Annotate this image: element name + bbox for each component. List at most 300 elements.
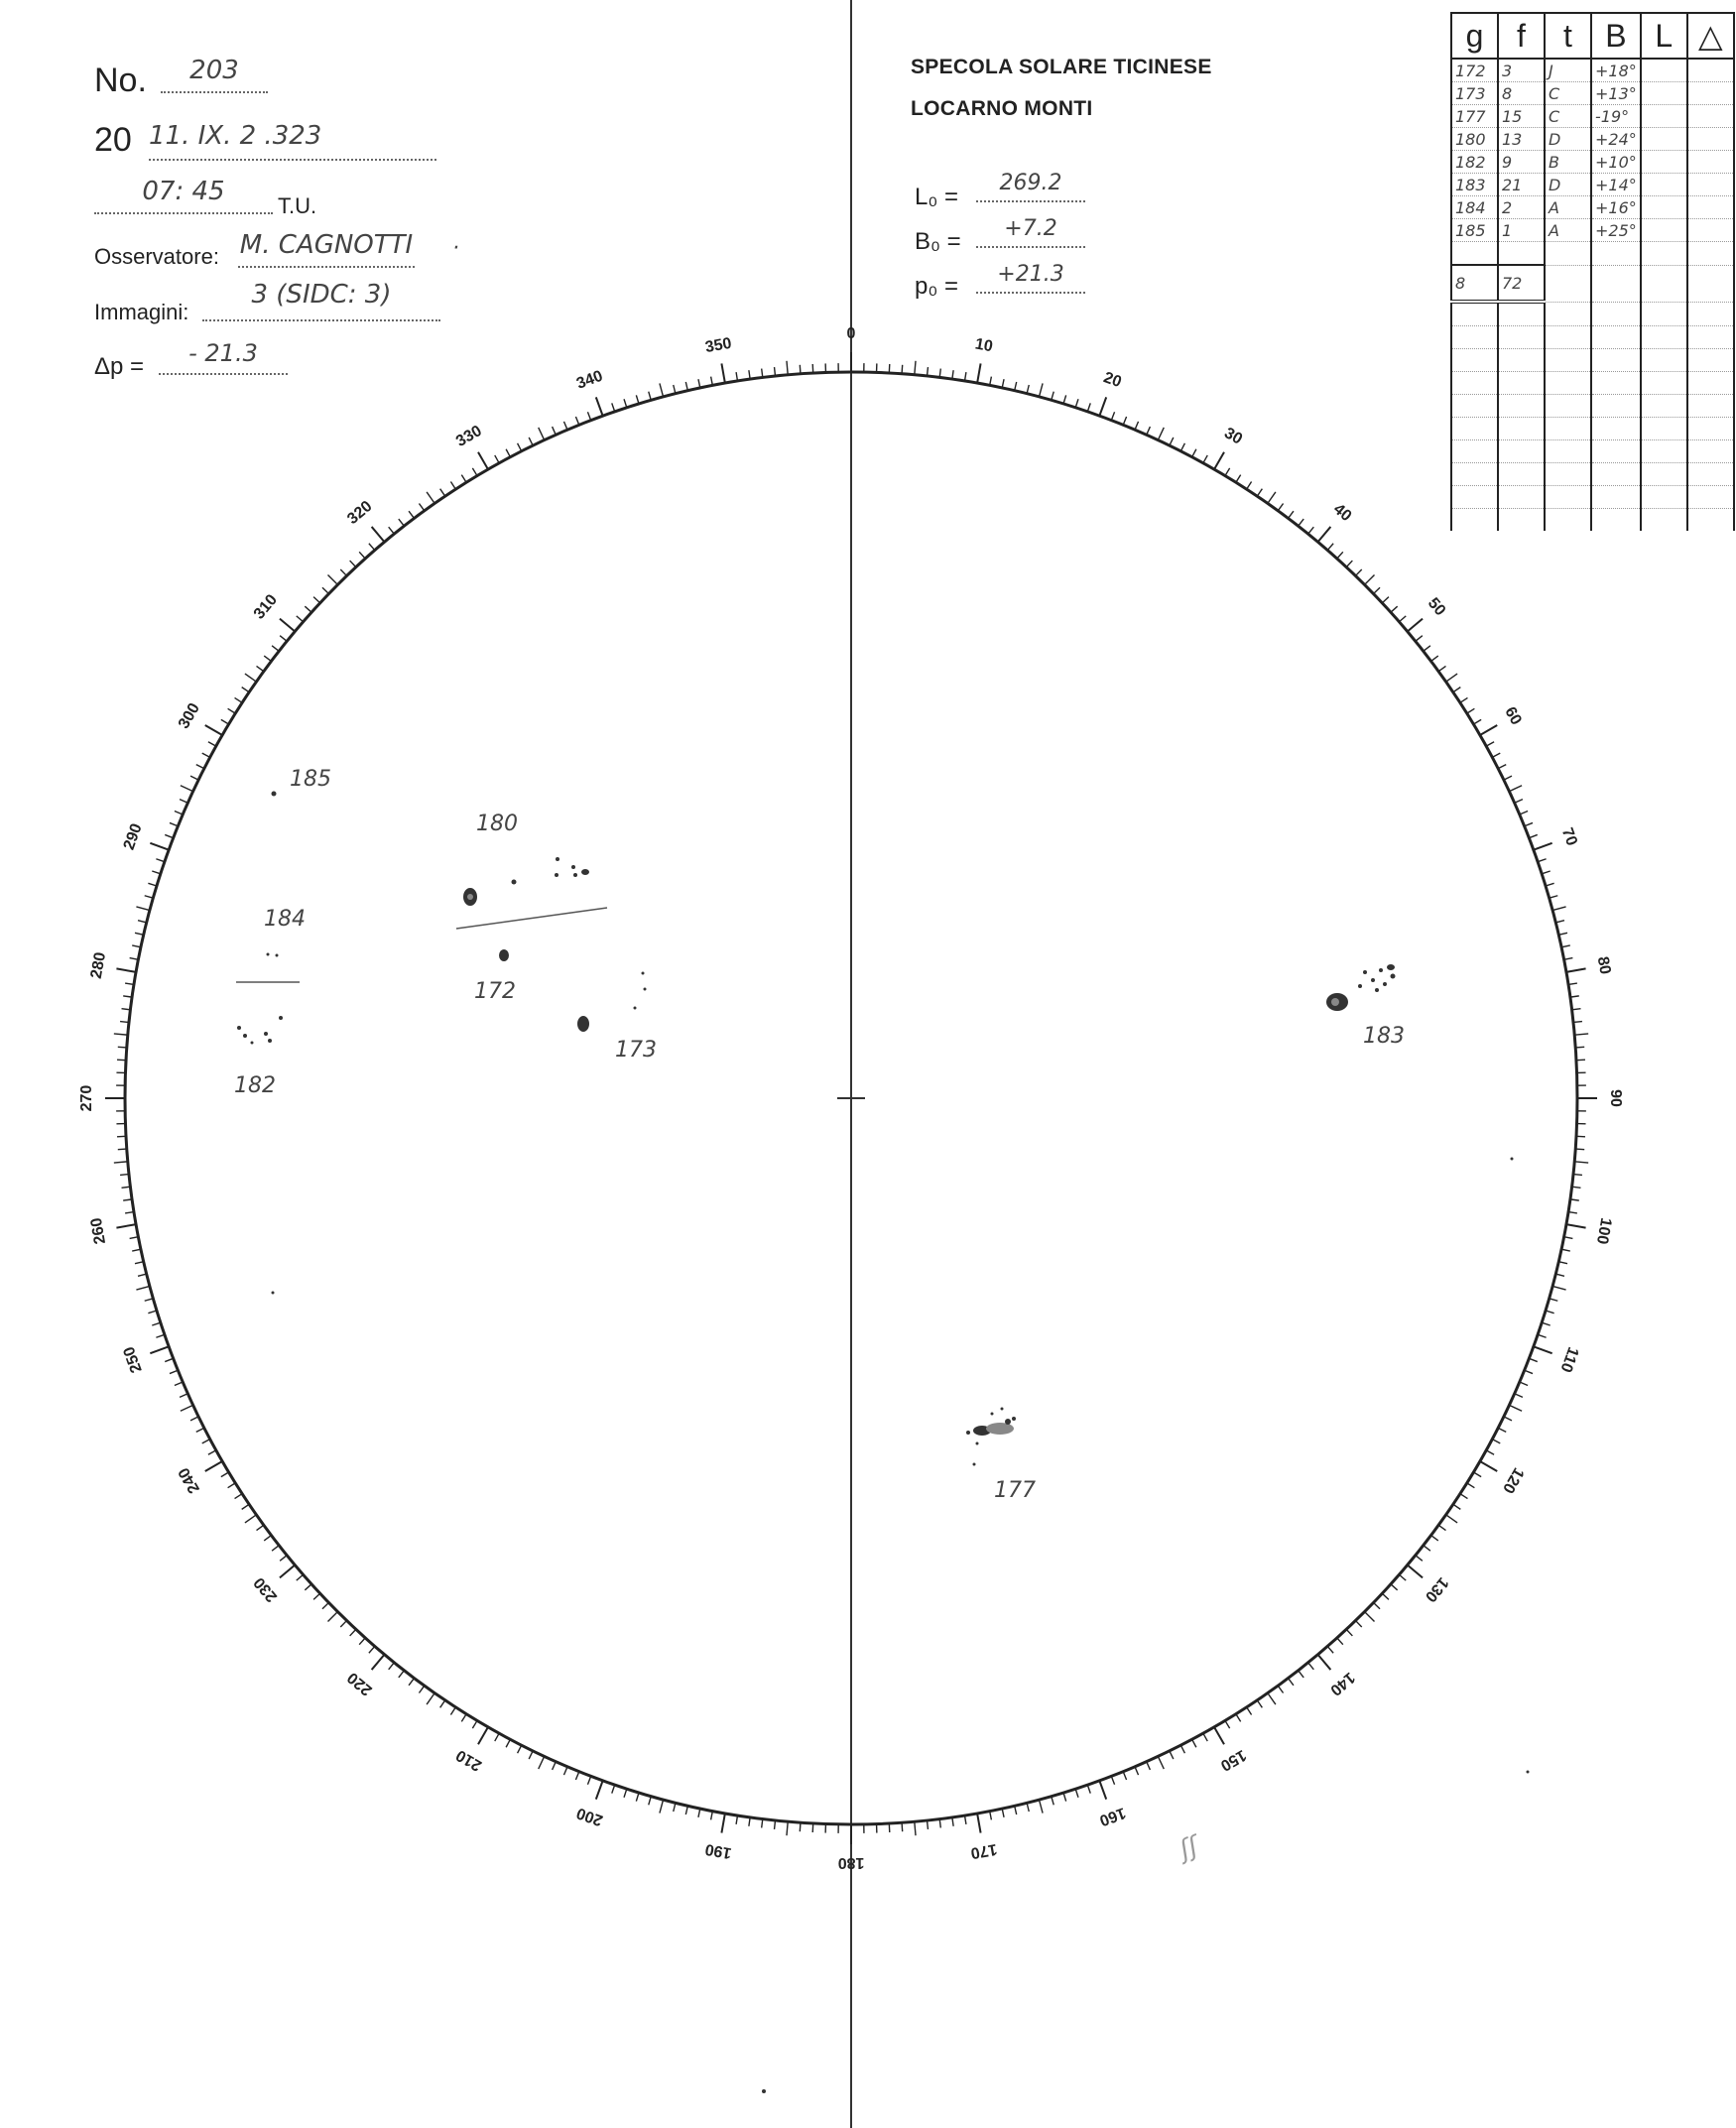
degree-label-80: 80	[1593, 955, 1614, 976]
degree-label-270: 270	[78, 1084, 96, 1112]
degree-tick	[1574, 1034, 1588, 1035]
degree-tick	[775, 367, 776, 376]
degree-tick	[1525, 822, 1533, 825]
degree-tick	[1486, 742, 1494, 746]
degree-label-130: 130	[1421, 1573, 1452, 1605]
degree-tick	[1492, 1440, 1500, 1443]
degree-tick	[1550, 896, 1558, 898]
group-label-184: 184	[264, 907, 306, 932]
degree-tick	[529, 1751, 533, 1759]
degree-tick	[563, 422, 567, 430]
degree-tick	[1564, 958, 1573, 960]
degree-tick	[1550, 1299, 1558, 1301]
degree-tick	[1289, 511, 1294, 518]
degree-tick	[649, 1797, 651, 1806]
cell-b: +24°	[1591, 128, 1641, 151]
degree-tick	[313, 597, 320, 603]
degree-tick	[965, 1815, 966, 1824]
degree-tick	[272, 1546, 279, 1552]
degree-tick	[350, 561, 356, 567]
degree-tick	[196, 765, 204, 769]
degree-tick	[450, 482, 455, 490]
degree-label-170: 170	[969, 1839, 999, 1862]
degree-tick	[1002, 379, 1004, 388]
cell-f: 21	[1498, 174, 1545, 196]
cell-f: 3	[1498, 59, 1545, 82]
degree-tick	[372, 1655, 385, 1670]
degree-tick	[1337, 1638, 1343, 1645]
degree-tick	[1299, 1671, 1304, 1678]
degree-tick	[150, 843, 169, 850]
degree-tick	[145, 896, 154, 898]
degree-tick	[1529, 1358, 1537, 1361]
degree-tick	[1424, 1546, 1430, 1552]
degree-label-150: 150	[1217, 1746, 1249, 1775]
degree-tick	[553, 427, 557, 435]
degree-label-250: 250	[120, 1343, 146, 1375]
degree-tick	[1408, 1565, 1423, 1578]
degree-tick	[148, 1311, 157, 1314]
degree-tick	[1123, 417, 1126, 425]
degree-tick	[1555, 921, 1564, 923]
degree-tick	[1525, 1370, 1533, 1373]
degree-tick	[359, 1638, 365, 1645]
b0-value: +7.2	[976, 216, 1085, 248]
cell-t: A	[1545, 196, 1591, 219]
cell-f: 13	[1498, 128, 1545, 151]
degree-tick	[1431, 656, 1438, 661]
degree-label-230: 230	[250, 1573, 282, 1605]
l0-label: L₀ =	[915, 184, 958, 210]
group-label-185: 185	[290, 767, 331, 792]
degree-tick	[132, 945, 141, 947]
cell-b: +10°	[1591, 151, 1641, 174]
degree-tick	[272, 646, 279, 652]
time-unit: T.U.	[278, 193, 317, 218]
degree-label-300: 300	[175, 700, 203, 732]
degree-tick	[136, 907, 150, 911]
degree-label-50: 50	[1424, 594, 1449, 620]
degree-tick	[181, 786, 193, 792]
degree-tick	[1214, 1727, 1224, 1744]
degree-tick	[1399, 616, 1406, 622]
institution-location: LOCARNO MONTI	[911, 97, 1093, 120]
degree-tick	[674, 1803, 676, 1812]
degree-tick	[977, 1814, 980, 1833]
degree-tick	[1534, 1346, 1552, 1353]
group-divider-180	[456, 908, 607, 929]
degree-tick	[1486, 1450, 1494, 1454]
degree-tick	[165, 834, 173, 837]
degree-tick	[242, 1504, 249, 1509]
cell-t: D	[1545, 174, 1591, 196]
degree-tick	[440, 489, 445, 496]
degree-label-70: 70	[1557, 825, 1580, 848]
degree-tick	[1257, 489, 1262, 496]
degree-tick	[698, 379, 700, 388]
degree-tick	[1504, 1417, 1512, 1421]
degree-tick	[539, 428, 545, 440]
degree-tick	[1460, 1494, 1468, 1499]
degree-tick	[221, 1472, 229, 1477]
degree-tick	[1327, 544, 1333, 551]
degree-tick	[1015, 382, 1017, 391]
degree-tick	[928, 367, 929, 376]
degree-tick	[721, 1814, 724, 1833]
degree-tick	[1480, 725, 1497, 735]
cell-t: J	[1545, 59, 1591, 82]
cell-t: B	[1545, 151, 1591, 174]
degree-tick	[1542, 871, 1550, 874]
degree-tick	[1520, 1382, 1528, 1386]
degree-tick	[1529, 834, 1537, 837]
degree-tick	[156, 859, 165, 862]
degree-tick	[1538, 859, 1547, 862]
degree-label-160: 160	[1096, 1804, 1128, 1829]
observer-mark: ·	[452, 236, 459, 261]
date-value: 11. IX. 2 .323	[149, 121, 436, 161]
degree-tick	[1180, 443, 1184, 451]
degree-tick	[1467, 708, 1475, 713]
degree-tick	[1365, 1612, 1375, 1622]
degree-tick	[1446, 674, 1457, 682]
degree-tick	[1374, 1602, 1380, 1608]
degree-tick	[1515, 1394, 1523, 1398]
degree-tick	[902, 1822, 903, 1831]
degree-tick	[1075, 1789, 1078, 1798]
degree-tick	[624, 1789, 627, 1798]
degree-label-140: 140	[1326, 1668, 1358, 1699]
degree-label-110: 110	[1556, 1344, 1582, 1375]
degree-tick	[800, 1822, 801, 1831]
p0-value: +21.3	[976, 262, 1085, 294]
degree-tick	[150, 1346, 169, 1353]
degree-tick	[170, 1370, 178, 1373]
degree-tick	[409, 511, 414, 518]
cell-g: 185	[1451, 219, 1498, 242]
degree-tick	[649, 392, 651, 401]
degree-tick	[1318, 527, 1331, 542]
degree-tick	[1087, 1785, 1090, 1794]
degree-label-40: 40	[1329, 500, 1355, 526]
degree-tick	[1382, 1593, 1389, 1599]
degree-tick	[359, 552, 365, 559]
degree-tick	[1561, 945, 1570, 947]
cell-b: +25°	[1591, 219, 1641, 242]
degree-tick	[1123, 1772, 1126, 1780]
degree-tick	[1039, 383, 1043, 397]
degree-tick	[636, 395, 639, 404]
degree-tick	[1268, 492, 1276, 503]
degree-tick	[305, 1584, 311, 1590]
degree-tick	[1473, 1472, 1481, 1477]
degree-label-120: 120	[1499, 1464, 1528, 1496]
degree-tick	[1192, 449, 1196, 457]
degree-tick	[340, 569, 346, 575]
degree-tick	[170, 822, 178, 825]
degree-label-0: 0	[846, 325, 856, 343]
degree-tick	[1438, 1525, 1445, 1530]
degree-tick	[208, 742, 216, 746]
initials-mark: ʃʃ	[1176, 1830, 1203, 1866]
degree-tick	[1052, 392, 1054, 401]
cell-b: +18°	[1591, 59, 1641, 82]
degree-tick	[1203, 1733, 1207, 1741]
degree-tick	[1568, 1212, 1577, 1213]
degree-tick	[1424, 646, 1430, 652]
degree-tick	[1467, 1483, 1475, 1488]
group-label-173: 173	[615, 1038, 657, 1063]
sunspot-group-177	[966, 1408, 1016, 1466]
cell-g: 177	[1451, 105, 1498, 128]
degree-tick	[478, 452, 488, 469]
degree-tick	[389, 527, 395, 534]
degree-tick	[190, 1417, 198, 1421]
degree-tick	[553, 1762, 557, 1770]
degree-tick	[1446, 1515, 1457, 1523]
degree-tick	[1278, 504, 1283, 511]
degree-tick	[902, 365, 903, 374]
degree-tick	[990, 377, 992, 386]
degree-tick	[208, 1450, 216, 1454]
degree-tick	[1515, 800, 1523, 804]
degree-tick	[685, 382, 687, 391]
degree-tick	[928, 1820, 929, 1829]
degree-tick	[1225, 468, 1230, 476]
degree-tick	[1558, 933, 1567, 935]
degree-tick	[132, 1249, 141, 1251]
degree-tick	[313, 1593, 320, 1599]
degree-tick	[235, 1494, 243, 1499]
degree-tick	[297, 616, 304, 622]
degree-tick	[495, 455, 499, 463]
degree-tick	[1268, 1693, 1276, 1704]
degree-tick	[711, 1812, 713, 1820]
degree-tick	[1534, 843, 1552, 850]
degree-tick	[257, 1525, 264, 1530]
degree-tick	[372, 527, 385, 542]
degree-tick	[1564, 1237, 1573, 1239]
degree-tick	[245, 674, 256, 682]
degree-tick	[1575, 1047, 1584, 1048]
group-label-182: 182	[234, 1073, 276, 1098]
degree-tick	[1552, 1286, 1566, 1290]
degree-tick	[175, 811, 183, 814]
sunspot-group-172	[499, 949, 509, 961]
degree-tick	[1561, 1249, 1570, 1251]
degree-tick	[165, 1358, 173, 1361]
degree-tick	[1346, 561, 1352, 567]
degree-tick	[114, 1034, 128, 1035]
degree-tick	[1408, 619, 1423, 632]
total-f: 72	[1498, 265, 1545, 302]
degree-tick	[389, 1663, 395, 1670]
cell-t: C	[1545, 82, 1591, 105]
degree-tick	[1453, 688, 1460, 692]
degree-tick	[1546, 883, 1554, 886]
degree-tick	[1337, 552, 1343, 559]
cell-b: -19°	[1591, 105, 1641, 128]
degree-tick	[1546, 1311, 1554, 1314]
degree-tick	[305, 606, 311, 612]
degree-tick	[181, 1405, 193, 1411]
group-label-172: 172	[474, 979, 516, 1004]
degree-tick	[587, 1776, 590, 1784]
cell-t: C	[1545, 105, 1591, 128]
degree-tick	[1111, 412, 1114, 420]
degree-tick	[736, 1815, 737, 1824]
degree-tick	[1027, 1803, 1029, 1812]
degree-tick	[1002, 1809, 1004, 1817]
degree-label-350: 350	[703, 334, 733, 357]
degree-tick	[1558, 1262, 1567, 1264]
degree-tick	[736, 372, 737, 381]
degree-tick	[1416, 636, 1423, 642]
time-value: 07: 45	[94, 177, 273, 214]
sunspot-group-173	[577, 972, 647, 1033]
total-g: 8	[1451, 265, 1498, 302]
degree-tick	[1180, 1745, 1184, 1753]
degree-tick	[369, 544, 375, 551]
degree-tick	[1355, 1621, 1361, 1627]
degree-tick	[135, 1262, 144, 1264]
degree-tick	[135, 933, 144, 935]
degree-tick	[120, 1022, 129, 1023]
degree-tick	[138, 921, 147, 923]
degree-tick	[461, 475, 466, 483]
degree-tick	[145, 1299, 154, 1301]
degree-tick	[1573, 1022, 1582, 1023]
degree-tick	[399, 519, 405, 526]
degree-label-100: 100	[1592, 1216, 1615, 1246]
degree-tick	[1355, 569, 1361, 575]
degree-tick	[965, 372, 966, 381]
degree-tick	[596, 397, 603, 416]
degree-tick	[125, 1212, 134, 1213]
degree-tick	[322, 587, 328, 593]
group-label-180: 180	[476, 812, 518, 836]
degree-tick	[280, 619, 295, 632]
degree-tick	[369, 1646, 375, 1653]
degree-tick	[1566, 1224, 1586, 1227]
degree-tick	[1391, 1584, 1398, 1590]
degree-tick	[1308, 527, 1314, 534]
degree-tick	[1416, 1556, 1423, 1562]
degree-tick	[202, 753, 210, 757]
degree-tick	[587, 412, 590, 420]
degree-tick	[1509, 786, 1522, 792]
degree-label-240: 240	[175, 1464, 203, 1496]
degree-tick	[977, 363, 980, 383]
degree-tick	[1438, 666, 1445, 671]
degree-tick	[800, 365, 801, 374]
degree-tick	[721, 363, 724, 383]
degree-tick	[257, 666, 264, 671]
degree-tick	[1158, 428, 1164, 440]
cell-f: 9	[1498, 151, 1545, 174]
degree-tick	[1111, 1776, 1114, 1784]
degree-tick	[205, 1461, 222, 1471]
degree-tick	[1075, 399, 1078, 408]
group-label-183: 183	[1363, 1024, 1405, 1049]
cell-g: 183	[1451, 174, 1498, 196]
degree-tick	[221, 719, 229, 724]
degree-tick	[190, 776, 198, 780]
degree-tick	[1568, 983, 1577, 984]
degree-tick	[245, 1515, 256, 1523]
degree-tick	[1203, 455, 1207, 463]
degree-tick	[1236, 1714, 1241, 1722]
degree-tick	[915, 361, 916, 375]
degree-tick	[1170, 438, 1174, 445]
degree-tick	[1365, 574, 1375, 584]
degree-tick	[1574, 1162, 1588, 1163]
cell-b: +13°	[1591, 82, 1641, 105]
degree-tick	[495, 1733, 499, 1741]
degree-tick	[539, 1756, 545, 1769]
degree-tick	[1453, 1504, 1460, 1509]
degree-label-10: 10	[973, 335, 994, 356]
degree-tick	[156, 1334, 165, 1337]
degree-tick	[575, 1772, 578, 1780]
degree-tick	[130, 958, 139, 960]
degree-tick	[148, 883, 157, 886]
cell-f: 2	[1498, 196, 1545, 219]
degree-tick	[1555, 1274, 1564, 1276]
degree-tick	[1498, 765, 1506, 769]
degree-tick	[915, 1821, 916, 1835]
degree-tick	[1538, 1334, 1547, 1337]
degree-tick	[575, 417, 578, 425]
degree-tick	[419, 1686, 424, 1692]
cell-g: 172	[1451, 59, 1498, 82]
degree-tick	[419, 504, 424, 511]
degree-tick	[660, 383, 664, 397]
degree-tick	[1278, 1686, 1283, 1692]
cell-f: 8	[1498, 82, 1545, 105]
group-label-177: 177	[994, 1478, 1036, 1503]
degree-tick	[596, 1781, 603, 1800]
degree-label-30: 30	[1221, 425, 1246, 448]
degree-label-340: 340	[574, 367, 606, 393]
degree-tick	[1566, 968, 1586, 971]
degree-tick	[1575, 1149, 1584, 1150]
degree-tick	[280, 1565, 295, 1578]
degree-tick	[264, 656, 271, 661]
degree-tick	[180, 1394, 187, 1398]
images-value: 3 (SIDC: 3)	[202, 280, 440, 321]
col-header-t: t	[1545, 13, 1591, 59]
l0-value: 269.2	[976, 171, 1085, 202]
degree-tick	[228, 1483, 236, 1488]
degree-tick	[116, 1224, 136, 1227]
degree-tick	[202, 1440, 210, 1443]
degree-tick	[1460, 697, 1468, 702]
degree-tick	[175, 1382, 183, 1386]
cell-t: D	[1545, 128, 1591, 151]
degree-tick	[1192, 1739, 1196, 1747]
degree-tick	[1158, 1756, 1164, 1769]
sunspot-group-184	[267, 953, 279, 957]
degree-tick	[660, 1800, 664, 1814]
degree-tick	[612, 403, 615, 412]
col-header-l: L	[1641, 13, 1687, 59]
degree-tick	[1346, 1629, 1352, 1636]
degree-tick	[563, 1767, 567, 1775]
degree-tick	[1027, 385, 1029, 394]
degree-label-60: 60	[1501, 703, 1525, 728]
degree-tick	[1225, 1720, 1230, 1728]
